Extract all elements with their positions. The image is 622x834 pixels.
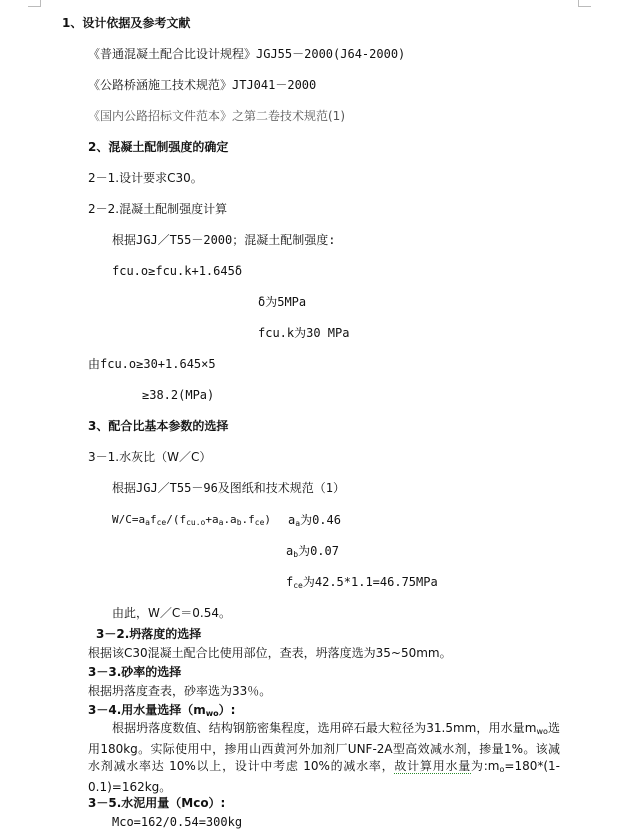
water-paragraph: 根据坍落度数值、结构钢筋密集程度，选用碎石最大粒径为31.5mm，用水量$m_{wo}$选用180kg。实际使用中，掺用山西黄河外加剂厂UNF-2A型高效减水剂，掺量1%。该减水剂减水率达 10%以上，设计中考虑 10%的减水率，故计算用水量为$:m_o=180*(1-0.1)=162kg$。 — [88, 721, 560, 794]
cement-calc: Mco=162/0.54=300kg — [112, 815, 243, 829]
heading-2-1: 2－1.设计要求C30。 — [88, 171, 203, 185]
reference-3: 《国内公路招标文件范本》之第二卷技术规范(1) — [88, 109, 345, 123]
wc-formula: $W/C=a_af_{ce}/(f_{cu.o}+a_a.a_b.f_{ce})$ — [112, 513, 272, 527]
reference-1: 《普通混凝土配合比设计规程》JGJ55－2000(J64-2000) — [88, 47, 406, 61]
fcuk-value: fcu.k为30 MPa — [258, 326, 350, 340]
heading-3-3: 3－3.砂率的选择 — [88, 665, 182, 679]
calc-line-1: 由fcu.o≥30+1.645×5 — [88, 357, 216, 371]
heading-3: 3、配合比基本参数的选择 — [88, 419, 229, 433]
heading-2: 2、混凝土配制强度的确定 — [88, 140, 229, 154]
page-corner-top-right — [578, 0, 591, 7]
fce-value: $f_{ce}$为42.5*1.1=46.75MPa — [286, 575, 438, 590]
heading-3-2: 3－2.坍落度的选择 — [96, 627, 202, 641]
heading-3-5: 3－5.水泥用量（Mco）: — [88, 796, 226, 810]
heading-3-4: 3－4.用水量选择$(m_{wo})$: — [88, 703, 236, 718]
heading-2-2: 2－2.混凝土配制强度计算 — [88, 202, 228, 216]
calc-line-2: ≥38.2(MPa) — [142, 388, 215, 402]
reference-2: 《公路桥涵施工技术规范》JTJ041－2000 — [88, 78, 317, 92]
heading-1: 1、设计依据及参考文献 — [62, 16, 191, 30]
delta-value: δ为5MPa — [258, 295, 307, 309]
page-corner-top-left — [28, 0, 41, 7]
formula-fcuo: fcu.o≥fcu.k+1.645δ — [112, 264, 243, 278]
ab-value: $a_b$为0.07 — [286, 544, 339, 559]
slump-text: 根据该C30混凝土配合比使用部位，查表，坍落度选为35~50mm。 — [88, 646, 452, 660]
sand-ratio-text: 根据坍落度查表，砂率选为33％。 — [88, 684, 272, 698]
strength-basis: 根据JGJ／T55－2000；混凝土配制强度: — [112, 233, 336, 247]
wc-result: 由此，W／C＝0.54。 — [112, 606, 231, 620]
wc-basis: 根据JGJ／T55－96及图纸和技术规范（1） — [112, 481, 346, 495]
heading-3-1: 3－1.水灰比（W／C） — [88, 450, 212, 464]
aa-value: $a_a$为0.46 — [288, 513, 341, 528]
